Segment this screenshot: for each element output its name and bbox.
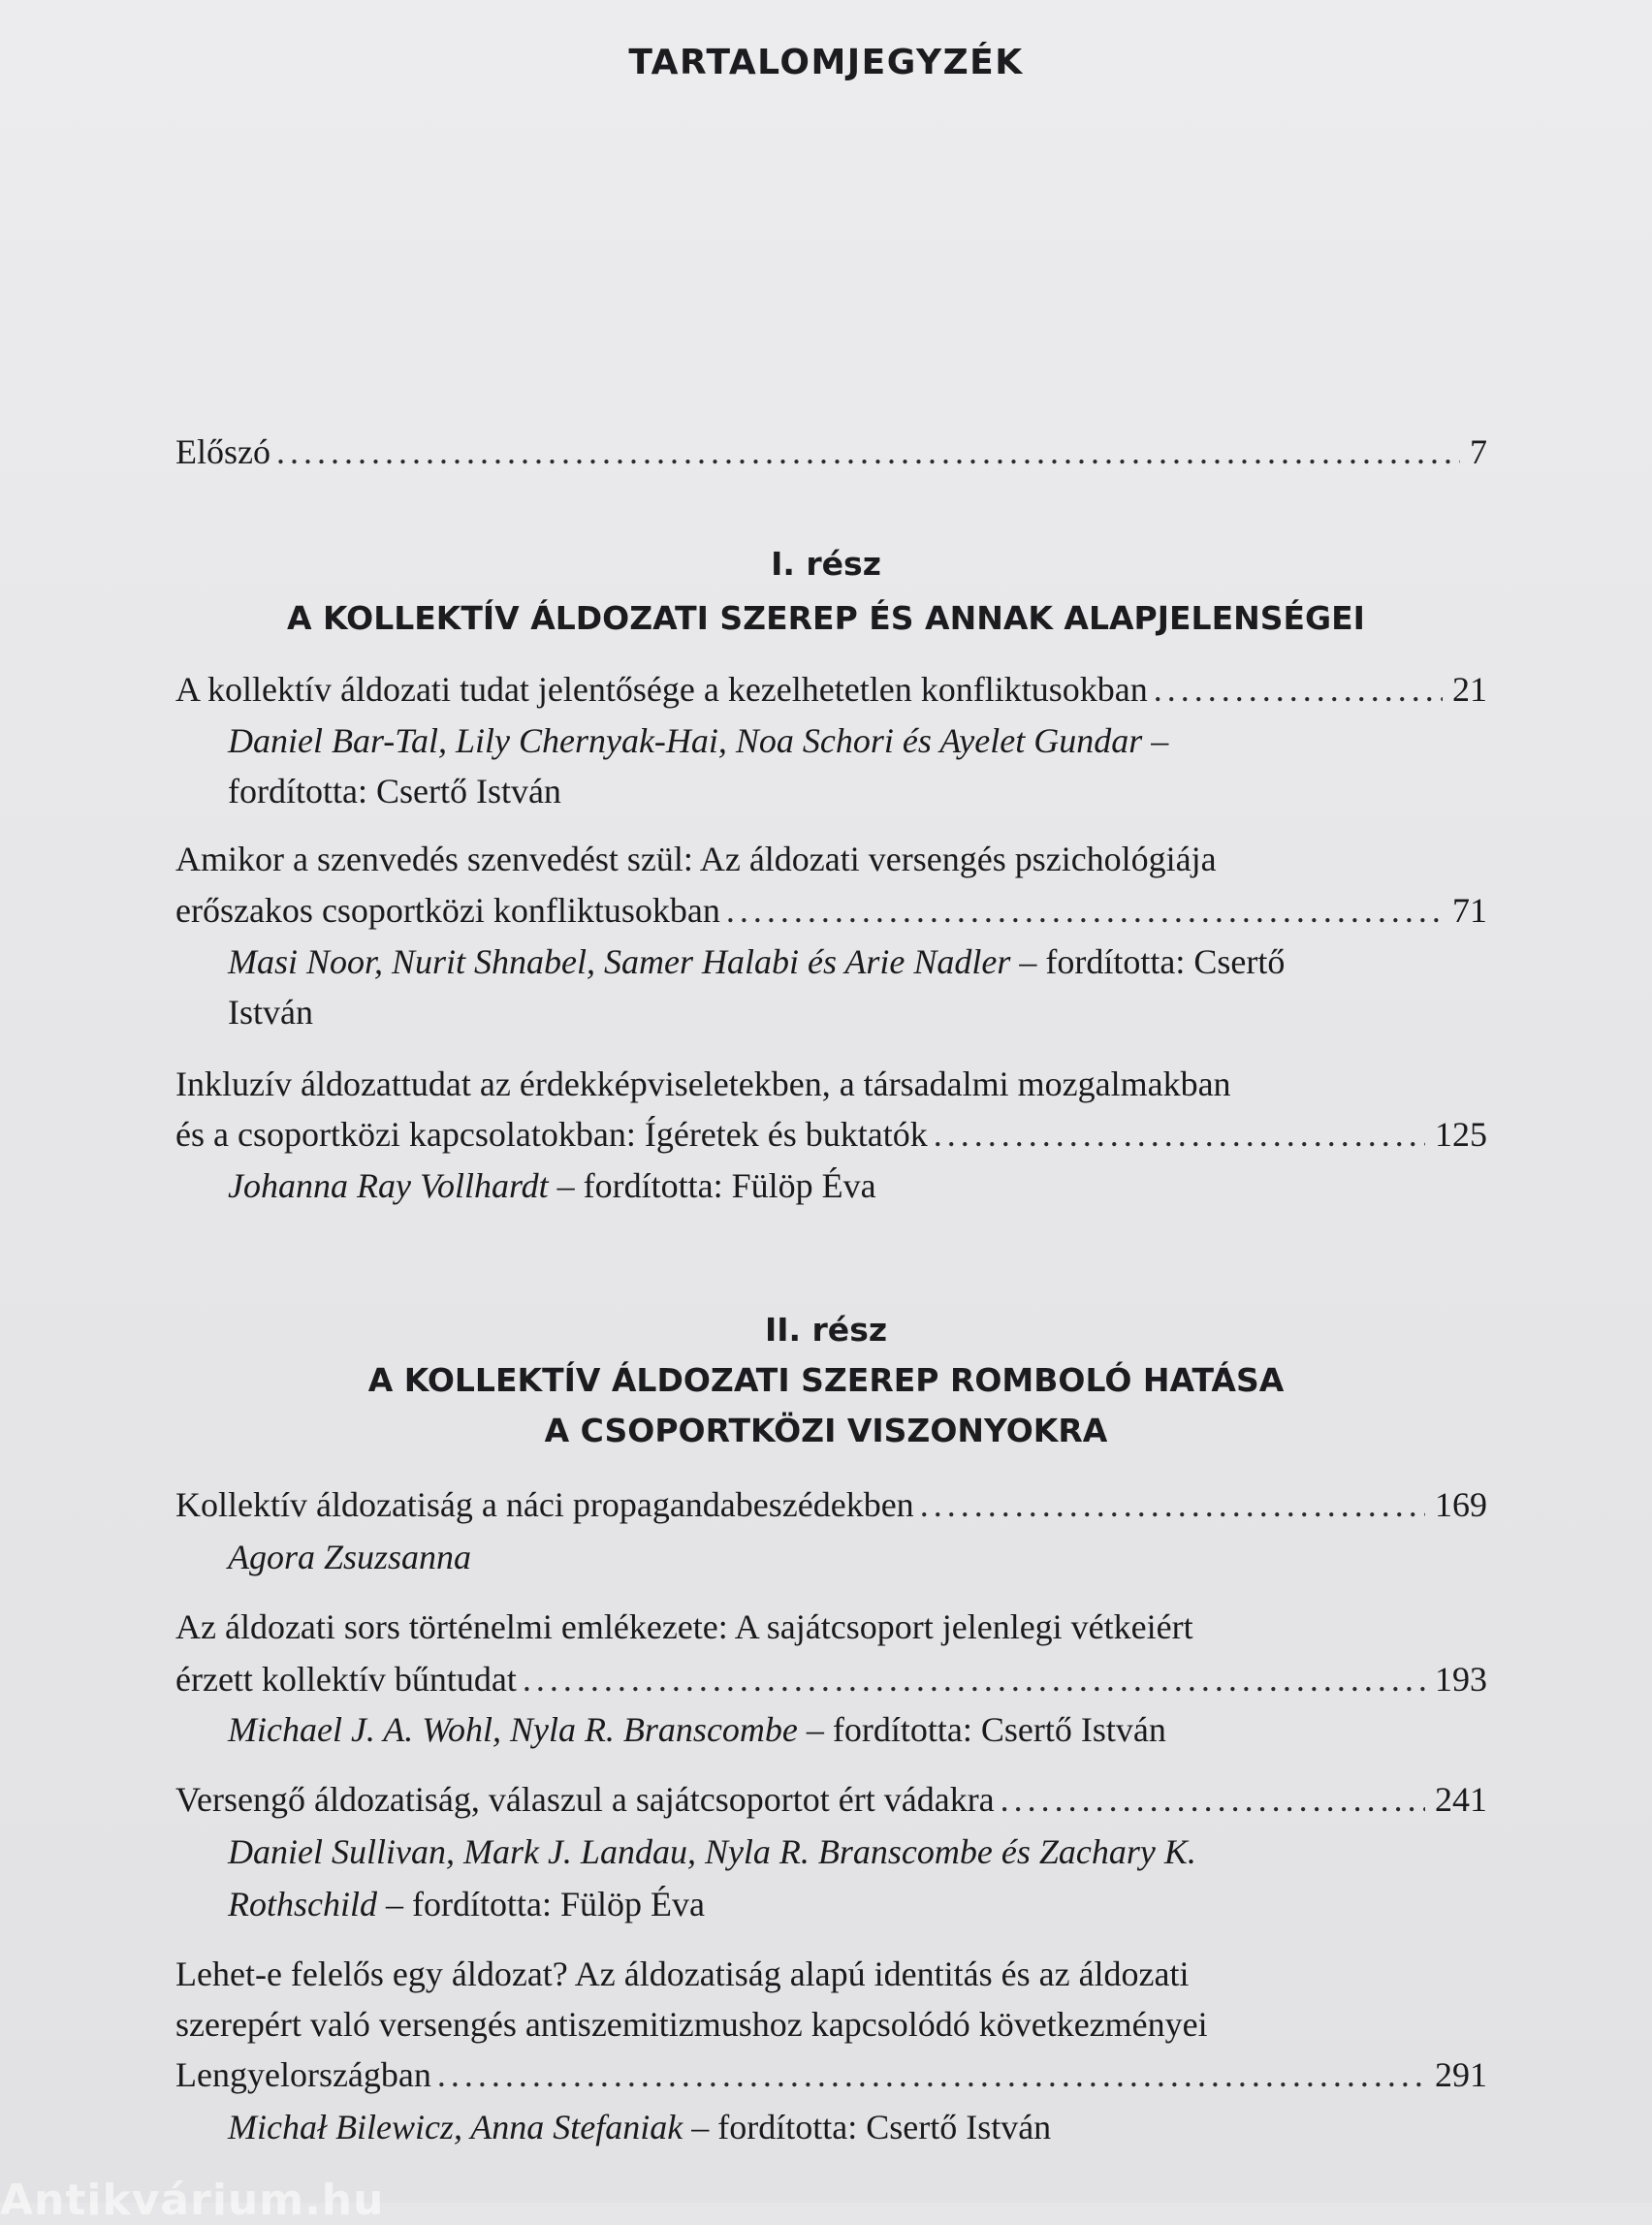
dot-leader [437,2050,1425,2100]
author-names: Michael J. A. Wohl, Nyla R. Branscombe [228,1710,798,1749]
part-number: II. rész [764,1311,888,1349]
author-names: Daniel Bar-Tal, Lily Chernyak-Hai, Noa Schori és Ayelet Gundar [228,721,1143,760]
page-number: 7 [1470,432,1487,471]
part-title: A CSOPORTKÖZI VISZONYOKRA [544,1412,1108,1449]
entry-title: Lengyelországban [175,2055,431,2094]
toc-entry [175,664,1487,715]
entry-title-line: szerepért való versengés antiszemitizmushoz kapcsolódó következményei [175,2005,1208,2044]
author-names: Johanna Ray Vollhardt [228,1166,549,1205]
entry-title-line: Inkluzív áldozattudat az érdekképviseletekben, a társadalmi mozgalmakban [175,1065,1231,1103]
translator-note: – fordította: Csertő István [683,2108,1052,2146]
page-number: 71 [1452,891,1487,930]
entry-authors [228,1160,1488,1211]
page-number: 169 [1435,1485,1487,1524]
translator-note: – fordította: Fülöp Éva [548,1166,876,1205]
entry-title: és a csoportközi kapcsolatokban: Ígéretek és buktatók [175,1115,928,1154]
page-number: 241 [1435,1780,1487,1819]
page-number: 193 [1435,1660,1487,1699]
author-names: Agora Zsuzsanna [228,1538,472,1576]
entry-authors [228,2102,1488,2152]
toc-entry-foreword [175,427,1487,477]
entry-authors [228,1827,1488,1877]
page-title: TARTALOMJEGYZÉK [628,43,1024,82]
entry-title: erőszakos csoportközi konfliktusokban [175,891,720,930]
toc-entry [175,1479,1487,1530]
author-names: Masi Noor, Nurit Shnabel, Samer Halabi és Arie Nadler [228,942,1011,981]
dot-leader [1154,664,1443,715]
translator-note: – fordította: Csertő István [797,1710,1166,1749]
toc-entry [175,1654,1487,1704]
page-number: 21 [1452,670,1487,709]
entry-translator: István [228,993,313,1032]
part-title: A KOLLEKTÍV ÁLDOZATI SZEREP ÉS ANNAK ALAPJELENSÉGEI [287,599,1365,637]
translator-note: – [1142,721,1169,760]
page-number: 291 [1435,2055,1487,2094]
entry-authors [228,937,1488,987]
author-names: Rothschild [228,1885,377,1923]
dot-leader [276,427,1460,477]
part-number: I. rész [771,545,881,583]
entry-title: Kollektív áldozatiság a náci propagandabeszédekben [175,1485,914,1524]
entry-title: érzett kollektív bűntudat [175,1660,517,1699]
entry-title: A kollektív áldozati tudat jelentősége a kezelhetetlen konfliktusokban [175,670,1148,709]
dot-leader [920,1479,1425,1530]
translator-note: – fordította: Csertő [1010,942,1286,981]
entry-title-line: Amikor a szenvedés szenvedést szül: Az áldozati versengés pszichológiája [175,840,1217,878]
toc-entry [175,885,1487,936]
author-names: Daniel Sullivan, Mark J. Landau, Nyla R. Branscombe és Zachary K. [228,1832,1196,1871]
toc-entry [175,1774,1487,1825]
page-number: 125 [1435,1115,1487,1154]
toc-entry [175,2050,1487,2100]
author-names: Michał Bilewicz, Anna Stefaniak [228,2108,683,2146]
entry-authors [228,715,1488,766]
entry-title: Versengő áldozatiság, válaszul a sajátcsoportot ért vádakra [175,1780,995,1819]
part-title: A KOLLEKTÍV ÁLDOZATI SZEREP ROMBOLÓ HATÁSA [367,1361,1285,1399]
dot-leader [1001,1774,1425,1825]
dot-leader [523,1654,1425,1704]
dot-leader [726,885,1443,936]
entry-title-line: Lehet-e felelős egy áldozat? Az áldozatiság alapú identitás és az áldozati [175,1955,1190,1993]
toc-entry [175,1109,1487,1160]
entry-title: Előszó [175,432,270,471]
entry-authors [228,1532,1488,1582]
entry-authors [228,1704,1488,1755]
entry-translator: fordította: Csertő István [228,772,561,811]
entry-title-line: Az áldozati sors történelmi emlékezete: A sajátcsoport jelenlegi vétkeiért [175,1607,1193,1646]
watermark-logo: Antikvárium.hu [0,2176,385,2225]
entry-authors-cont [228,1879,1488,1929]
dot-leader [934,1109,1425,1160]
translator-note: – fordította: Fülöp Éva [376,1885,705,1923]
